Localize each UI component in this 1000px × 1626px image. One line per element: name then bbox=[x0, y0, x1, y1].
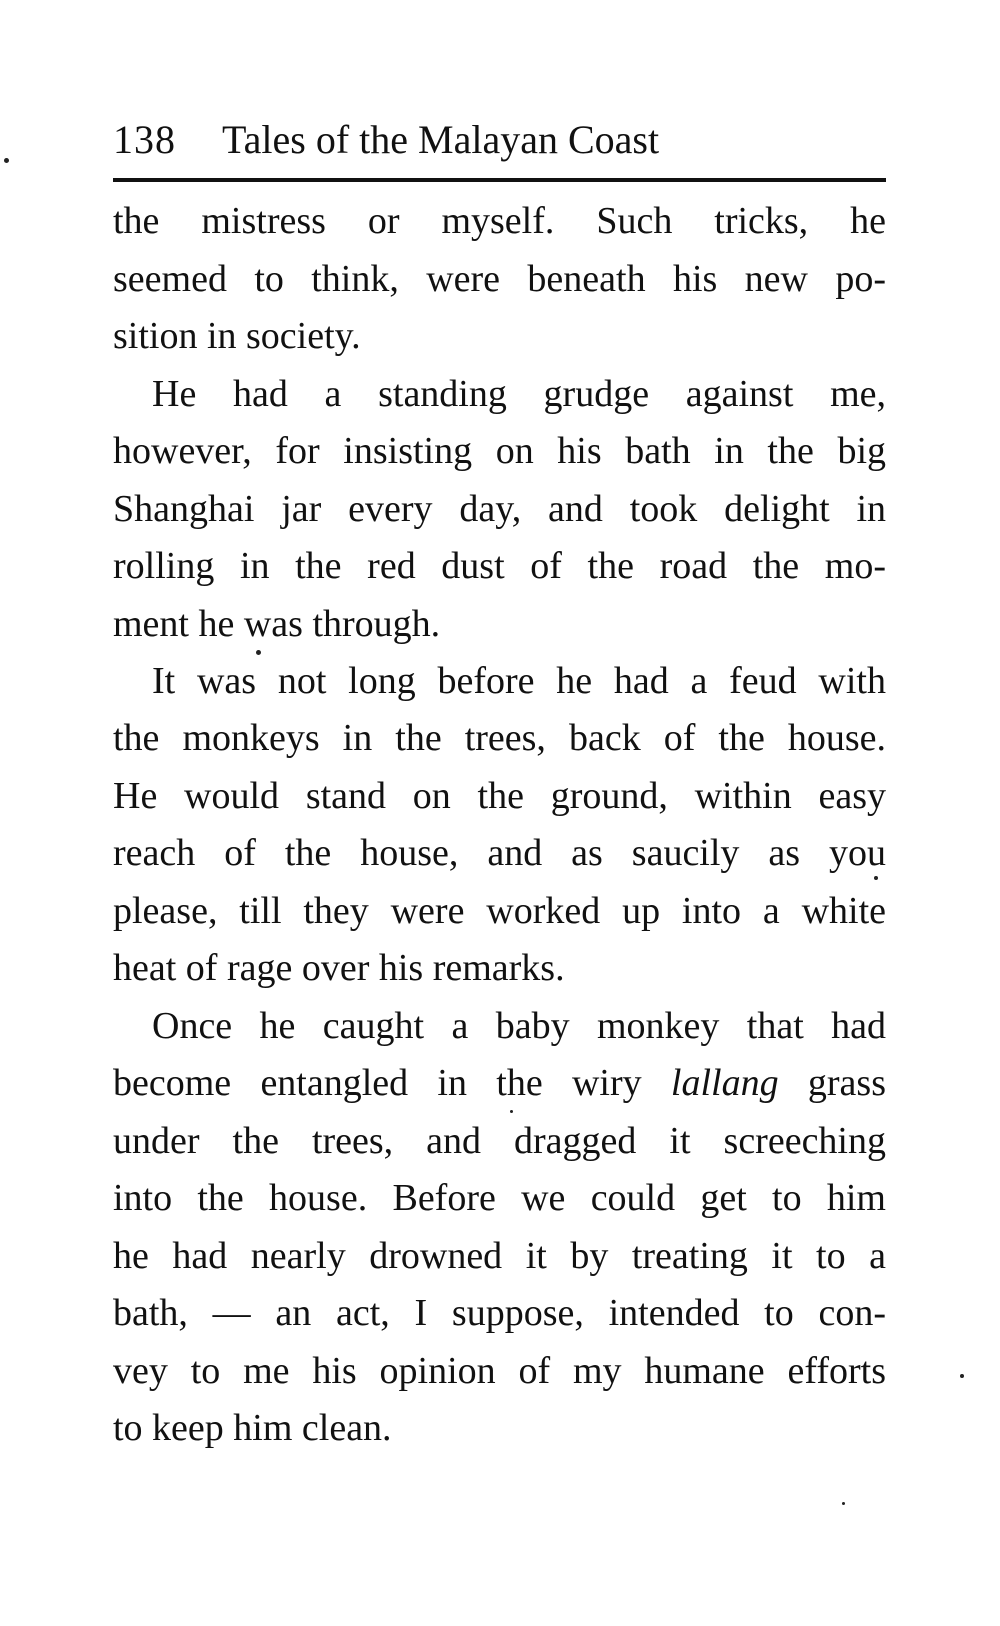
text-segment: grass bbox=[778, 1062, 886, 1104]
text-line: however, for insisting on his bath in the big bbox=[113, 430, 886, 472]
text-line: rolling in the red dust of the road the mo- bbox=[113, 545, 886, 587]
book-title: Tales of the Malayan Coast bbox=[222, 117, 660, 162]
text-line: ment he was through. bbox=[113, 603, 441, 645]
scan-speck bbox=[4, 158, 9, 163]
text-line: heat of rage over his remarks. bbox=[113, 947, 565, 989]
text-line: bath, — an act, I suppose, intended to con- bbox=[113, 1292, 886, 1334]
text-line: It was not long before he had a feud with bbox=[152, 660, 886, 702]
text-line: Once he caught a baby monkey that had bbox=[152, 1005, 886, 1047]
text-segment: become entangled in the wiry bbox=[113, 1062, 671, 1104]
text-line: sition in society. bbox=[113, 315, 361, 357]
scan-speck bbox=[960, 1374, 964, 1378]
text-line: He would stand on the ground, within easy bbox=[113, 775, 886, 817]
text-line: Shanghai jar every day, and took delight in bbox=[113, 488, 886, 530]
text-line: He had a standing grudge against me, bbox=[152, 373, 886, 415]
scan-speck bbox=[874, 876, 878, 880]
scan-speck bbox=[842, 1502, 845, 1505]
text-line: into the house. Before we could get to him bbox=[113, 1177, 886, 1219]
text-line: under the trees, and dragged it screeching bbox=[113, 1120, 886, 1162]
text-line: reach of the house, and as saucily as you bbox=[113, 832, 886, 874]
italic-word: lallang bbox=[670, 1062, 779, 1104]
page-number: 138 bbox=[113, 117, 176, 162]
running-head bbox=[113, 112, 886, 168]
header-rule bbox=[113, 178, 886, 182]
text-line: seemed to think, were beneath his new po- bbox=[113, 258, 886, 300]
text-line bbox=[113, 1055, 886, 1111]
text-line: please, till they were worked up into a white bbox=[113, 890, 886, 932]
text-line: the mistress or myself. Such tricks, he bbox=[113, 200, 886, 242]
text-line: the monkeys in the trees, back of the house. bbox=[113, 717, 886, 759]
text-line: vey to me his opinion of my humane efforts bbox=[113, 1350, 886, 1392]
scan-speck bbox=[256, 650, 261, 655]
text-line: he had nearly drowned it by treating it to a bbox=[113, 1235, 886, 1277]
text-line: to keep him clean. bbox=[113, 1407, 392, 1449]
scan-speck bbox=[510, 1110, 513, 1113]
